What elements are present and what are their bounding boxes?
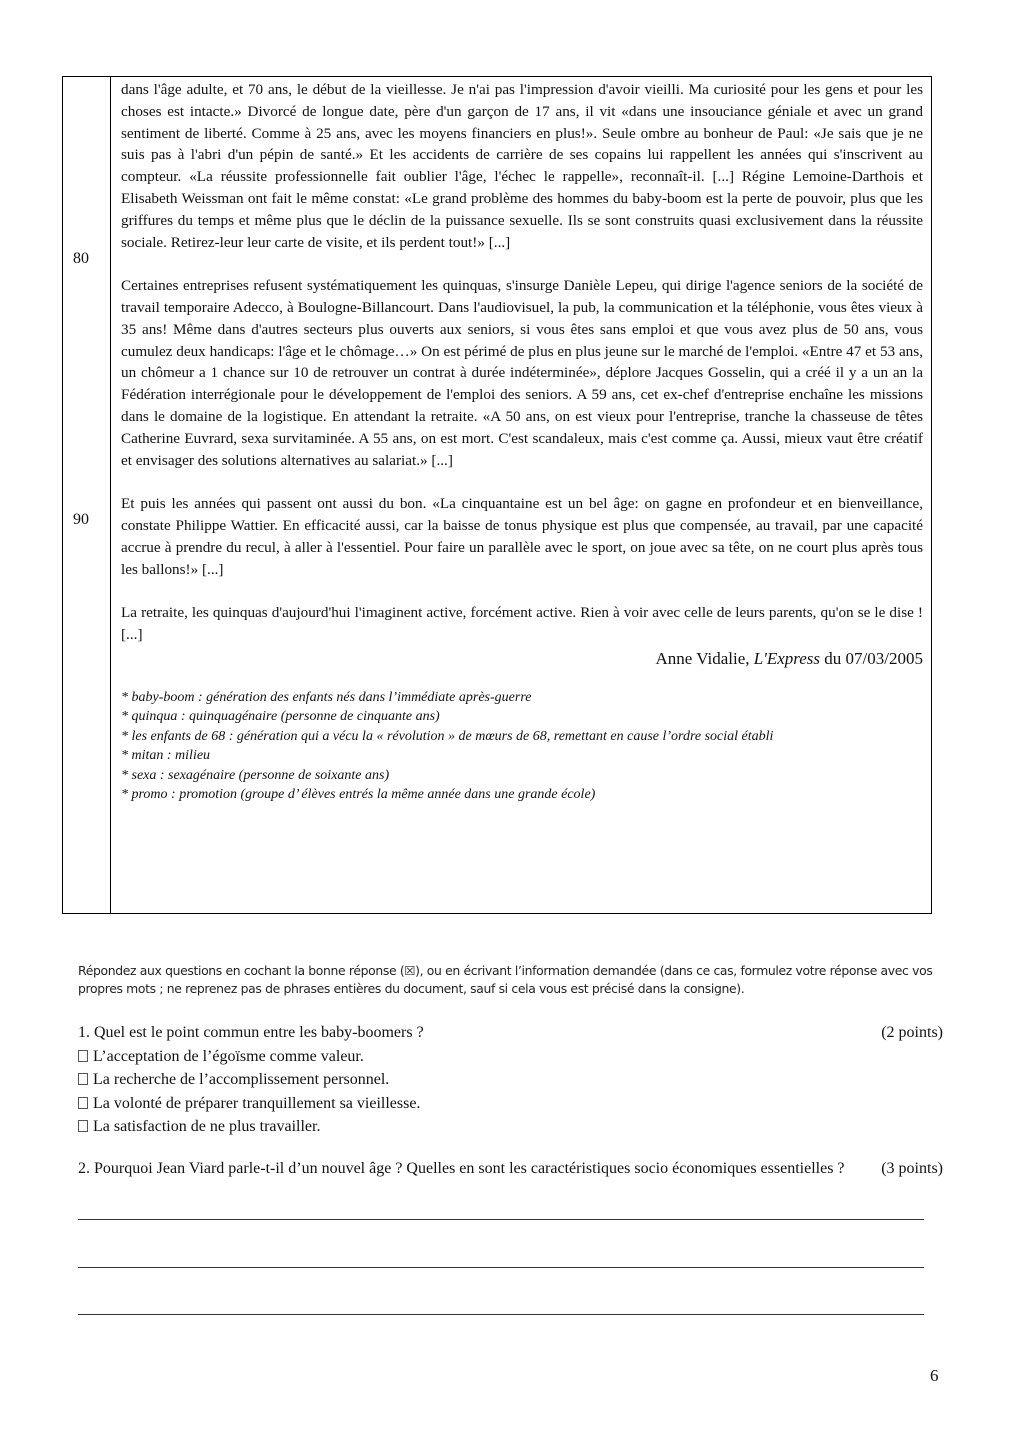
- question-1-option-1[interactable]: L’acceptation de l’égoïsme comme valeur.: [78, 1045, 943, 1069]
- answer-line[interactable]: [78, 1267, 924, 1268]
- article-signature: [121, 648, 923, 670]
- page-number: 6: [930, 1366, 939, 1385]
- question-2-text: 2. Pourquoi Jean Viard parle-t-il d’un nouvel âge ? Quelles en sont les caractéristiques socio économiques essentielles ?: [78, 1160, 845, 1177]
- question-1-option-2[interactable]: La recherche de l’accomplissement personnel.: [78, 1068, 943, 1092]
- footnote: * baby-boom : génération des enfants nés dans l’immédiate après-guerre: [121, 689, 532, 705]
- footnotes: [121, 688, 923, 806]
- paragraph: Certaines entreprises refusent systématiquement les quinquas, s'insurge Danièle Lepeu, qui dirige l'agence seniors de la société de travail temporaire Adecco, à Boulogne-Billancourt. Dans l'audiovisuel, la pub, la communication et la téléphonie, vous êtes vieux à 35 ans! Même dans d'autres secteurs plus ouverts aux seniors, si vous êtes sans emploi et que vous avez plus de 50 ans, vous cumulez deux handicaps: l'âge et le chômage…» On est périmé de plus en plus jeune sur le marché de l'emploi. «Entre 47 et 53 ans, un chômeur a 1 chance sur 10 de retrouver un contrat à durée indéterminée», déplore Jacques Gosselin, qui a créé il y a un an la Fédération interrégionale pour le développement de l'emploi des seniors. A 59 ans, cet ex-chef d'entreprise enchaîne les missions dans le domaine de la logistique. En attendant la retraite. «A 50 ans, on est vieux pour l'entreprise, tranche la chasseuse de têtes Catherine Euvrard, sexa survitaminée. A 55 ans, on est mort. C'est scandaleux, mais c'est comme ça. Aussi, mieux vaut être créatif et envisager des solutions alternatives au salariat.» [...]: [121, 277, 923, 469]
- footnote: * quinqua : quinquagénaire (personne de cinquante ans): [121, 709, 440, 725]
- text-box: [62, 76, 932, 914]
- instructions: Répondez aux questions en cochant la bonne réponse (☒), ou en écrivant l’information demandée (dans ce cas, formulez votre réponse avec vos propres mots ; ne reprenez pas de phrases entières du document, sauf si cela vous est précisé dans la consigne).: [78, 963, 933, 996]
- checkbox-icon[interactable]: [78, 1120, 88, 1132]
- line-number-80: 80: [73, 250, 89, 267]
- signature-author: Anne Vidalie,: [655, 648, 754, 668]
- answer-line[interactable]: [78, 1314, 924, 1315]
- checkbox-icon[interactable]: [78, 1097, 88, 1109]
- paragraph: La retraite, les quinquas d'aujourd'hui l'imaginent active, forcément active. Rien à voir avec celle de leurs parents, qu'on se le dise ! [...]: [121, 604, 923, 643]
- paragraph: Et puis les années qui passent ont aussi du bon. «La cinquantaine est un bel âge: on gagne en profondeur et en bienveillance, constate Philippe Wattier. En efficacité aussi, car la baisse de tonus physique est plus que compensée, au travail, par une capacité accrue à prendre du recul, à aller à l'essentiel. Pour faire un parallèle avec le sport, on joue avec sa tête, on ne court plus après tous les ballons!» [...]: [121, 495, 923, 578]
- footnote: * mitan : milieu: [121, 748, 211, 764]
- line-number-90: 90: [73, 511, 89, 528]
- footnote: * promo : promotion (groupe d’ élèves entrés la même année dans une grande école): [121, 787, 596, 803]
- article-text: [121, 79, 923, 805]
- question-1: [78, 1021, 943, 1139]
- question-2-points: (3 points): [881, 1160, 943, 1177]
- signature-publication: L'Express: [753, 648, 821, 668]
- question-1-option-4[interactable]: La satisfaction de ne plus travailler.: [78, 1115, 943, 1139]
- footnote: * les enfants de 68 : génération qui a vécu la « révolution » de mœurs de 68, remettant en cause l’ordre social établi: [121, 728, 774, 744]
- line-number-column: [63, 77, 111, 913]
- answer-line[interactable]: [78, 1219, 924, 1220]
- footnote: * sexa : sexagénaire (personne de soixante ans): [121, 767, 390, 783]
- question-1-points: (2 points): [881, 1024, 943, 1041]
- question-1-option-3[interactable]: La volonté de préparer tranquillement sa vieillesse.: [78, 1092, 943, 1116]
- paragraph: dans l'âge adulte, et 70 ans, le début de la vieillesse. Je n'ai pas l'impression d'avoir vieilli. Ma curiosité pour les gens et pour les choses est intacte.» Divorcé de longue date, père d'un garçon de 17 ans, il vit «dans une insouciance géniale et avec un grand sentiment de liberté. Comme à 25 ans, avec les moyens financiers en plus!». Seule ombre au bonheur de Paul: «Je sais que je ne suis pas à l'abri d'un pépin de santé.» Et les accidents de carrière de ses copains lui rappellent les années qui s'inscrivent au compteur. «La réussite professionnelle fait oublier l'âge, l'échec le rappelle», reconnaît-il. [...] Régine Lemoine-Darthois et Elisabeth Weissman ont fait le même constat: «Le grand problème des hommes du baby-boom est la perte de pouvoir, plus que les griffures du temps et même plus que le déclin de la puissance sexuelle. Ils se sont construits quasi exclusivement dans la réussite sociale. Retirez-leur leur carte de visite, et ils perdent tout!» [...]: [121, 81, 923, 251]
- signature-date: du 07/03/2005: [820, 648, 923, 668]
- checkbox-icon[interactable]: [78, 1073, 88, 1085]
- question-1-text: 1. Quel est le point commun entre les baby-boomers ?: [78, 1024, 424, 1041]
- checkbox-icon[interactable]: [78, 1050, 88, 1062]
- question-2: [78, 1157, 943, 1181]
